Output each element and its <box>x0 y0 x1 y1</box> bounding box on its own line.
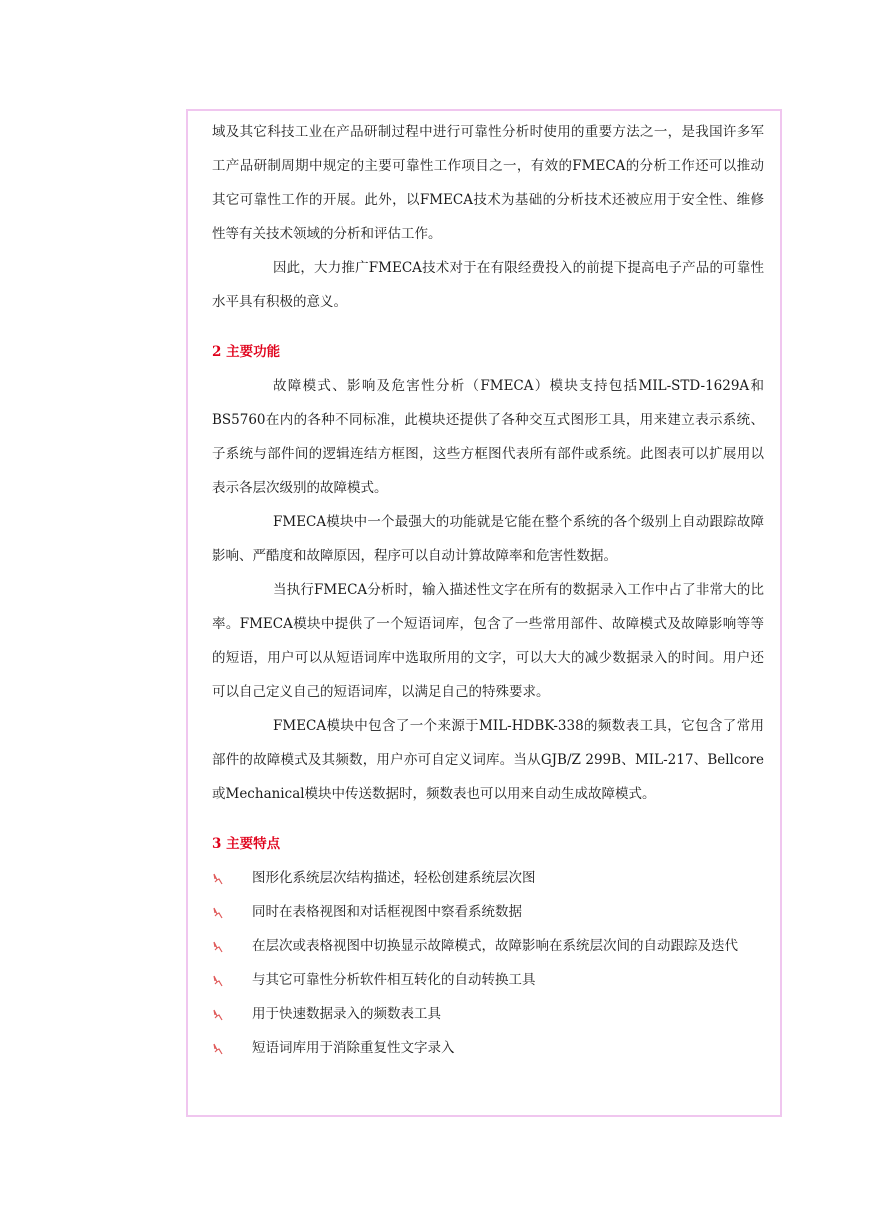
feature-item <box>212 963 764 997</box>
pen-icon <box>212 975 224 987</box>
feature-item <box>212 1031 764 1065</box>
pen-icon <box>212 907 224 919</box>
document-content <box>212 115 764 1065</box>
feature-item <box>212 929 764 963</box>
function-paragraph: FMECA模块中一个最强大的功能就是它能在整个系统的各个级别上自动跟踪故障影响、严酷度和故障原因，程序可以自动计算故障率和危害性数据。 <box>212 514 764 564</box>
section-heading-main-features: 3 主要特点 <box>212 836 281 852</box>
feature-item <box>212 895 764 929</box>
section-heading-main-functions: 2 主要功能 <box>212 344 281 360</box>
section-spacer <box>212 319 764 335</box>
feature-text: 短语词库用于消除重复性文字录入 <box>252 1040 455 1056</box>
intro-paragraph: 域及其它科技工业在产品研制过程中进行可靠性分析时使用的重要方法之一，是我国许多军工产品研制周期中规定的主要可靠性工作项目之一，有效的FMECA的分析工作还可以推动其它可靠性工作的开展。此外，以FMECA技术为基础的分析技术还被应用于安全性、维修性等有关技术领域的分析和评估工作。 <box>212 124 764 242</box>
feature-item <box>212 861 764 895</box>
feature-text: 在层次或表格视图中切换显示故障模式，故障影响在系统层次间的自动跟踪及迭代 <box>252 938 738 954</box>
document-frame <box>186 109 782 1117</box>
feature-text: 同时在表格视图和对话框视图中察看系统数据 <box>252 904 522 920</box>
feature-text: 与其它可靠性分析软件相互转化的自动转换工具 <box>252 972 536 988</box>
function-paragraph: 故障模式、影响及危害性分析（FMECA）模块支持包括MIL-STD-1629A和BS5760在内的各种不同标准，此模块还提供了各种交互式图形工具，用来建立表示系统、子系统与部件间的逻辑连结方框图，这些方框图代表所有部件或系统。此图表可以扩展用以表示各层次级别的故障模式。 <box>212 378 764 496</box>
section-spacer <box>212 811 764 827</box>
feature-list <box>212 861 764 1065</box>
intro-paragraph: 因此，大力推广FMECA技术对于在有限经费投入的前提下提高电子产品的可靠性水平具有积极的意义。 <box>212 260 764 310</box>
feature-text: 用于快速数据录入的频数表工具 <box>252 1006 441 1022</box>
feature-text: 图形化系统层次结构描述，轻松创建系统层次图 <box>252 870 536 886</box>
pen-icon <box>212 941 224 953</box>
feature-item <box>212 997 764 1031</box>
function-paragraph: 当执行FMECA分析时，输入描述性文字在所有的数据录入工作中占了非常大的比率。FMECA模块中提供了一个短语词库，包含了一些常用部件、故障模式及故障影响等等的短语，用户可以从短语词库中选取所用的文字，可以大大的减少数据录入的时间。用户还可以自己定义自己的短语词库，以满足自己的特殊要求。 <box>212 582 764 700</box>
function-paragraph: FMECA模块中包含了一个来源于MIL-HDBK-338的频数表工具，它包含了常用部件的故障模式及其频数，用户亦可自定义词库。当从GJB/Z 299B、MIL-217、Bellcore或Mechanical模块中传送数据时，频数表也可以用来自动生成故障模式。 <box>212 718 764 802</box>
pen-icon <box>212 1043 224 1055</box>
pen-icon <box>212 873 224 885</box>
pen-icon <box>212 1009 224 1021</box>
